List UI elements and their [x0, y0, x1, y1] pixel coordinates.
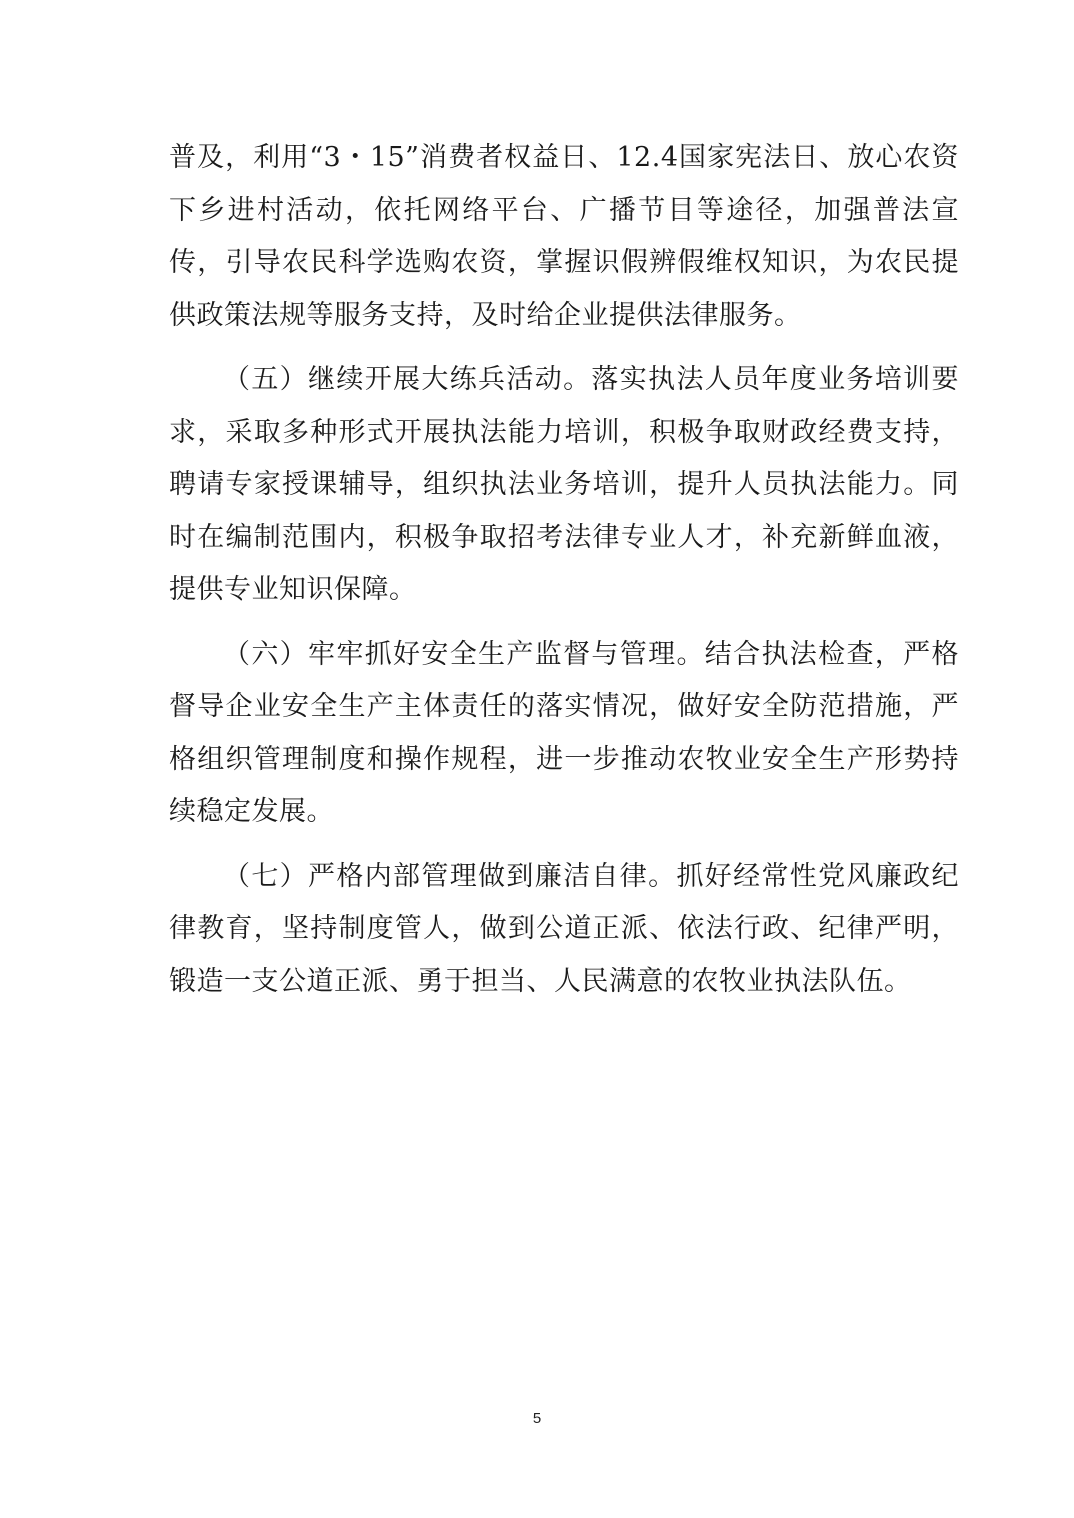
paragraph-safety-production: （六）牢牢抓好安全生产监督与管理。结合执法检查，严格督导企业安全生产主体责任的落实情况，做好安全防范措施，严格组织管理制度和操作规程，进一步推动农牧业安全生产形势持续稳定发展。	[169, 638, 959, 827]
paragraph-publicity-continued: 普及，利用“3・15”消费者权益日、12.4国家宪法日、放心农资下乡进村活动，依托网络平台、广播节目等途径，加强普法宣传，引导农民科学选购农资，掌握识假辨假维权知识，为农民提供政策法规等服务支持，及时给企业提供法律服务。	[169, 142, 959, 331]
paragraph-training: （五）继续开展大练兵活动。落实执法人员年度业务培训要求，采取多种形式开展执法能力培训，积极争取财政经费支持，聘请专家授课辅导，组织执法业务培训，提升人员执法能力。同时在编制范围内，积极争取招考法律专业人才，补充新鲜血液，提供专业知识保障。	[169, 364, 959, 605]
paragraph-internal-management: （七）严格内部管理做到廉洁自律。抓好经常性党风廉政纪律教育，坚持制度管人，做到公道正派、依法行政、纪律严明，锻造一支公道正派、勇于担当、人民满意的农牧业执法队伍。	[169, 860, 959, 997]
page-number: 5	[532, 1410, 542, 1427]
document-body	[169, 132, 959, 1008]
